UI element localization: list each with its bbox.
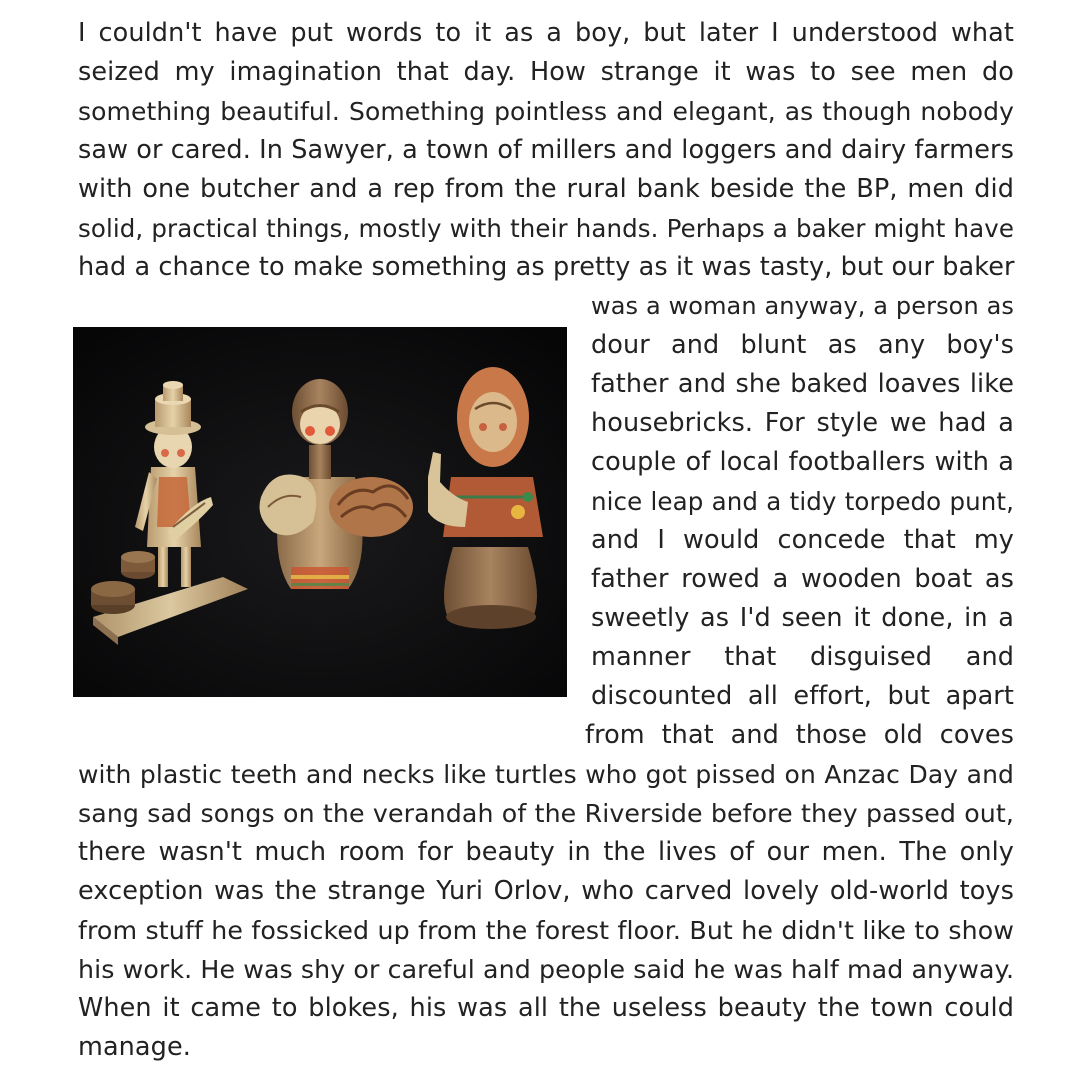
text-line: father rowed a wooden boat as <box>591 564 1014 594</box>
text-line: When it came to blokes, his was all the useless beauty the town could <box>78 993 1014 1023</box>
text-line: nice leap and a tidy torpedo punt, <box>591 487 1014 516</box>
text-line: seized my imagination that day. How strange it was to see men do <box>78 57 1014 87</box>
text-line: couple of local footballers with a <box>591 447 1014 477</box>
text-line: I couldn't have put words to it as a boy, but later I understood what <box>78 18 1014 48</box>
text-line: manner that disguised and <box>591 642 1014 672</box>
text-line: had a chance to make something as pretty as it was tasty, but our baker <box>78 252 1015 282</box>
wooden-toys-illustration <box>73 327 567 697</box>
text-line: discounted all effort, but apart <box>591 681 1014 711</box>
text-line: sweetly as I'd seen it done, in a <box>591 603 1014 633</box>
text-line: something beautiful. Something pointless and elegant, as though nobody <box>78 97 1014 126</box>
text-line: saw or cared. In Sawyer, a town of millers and loggers and dairy farmers <box>78 135 1014 165</box>
text-line: from stuff he fossicked up from the forest floor. But he didn't like to show <box>78 916 1014 945</box>
text-line: sang sad songs on the verandah of the Riverside before they passed out, <box>78 799 1014 828</box>
text-line: his work. He was shy or careful and people said he was half mad anyway. <box>78 955 1015 984</box>
text-line: was a woman anyway, a person as <box>591 292 1014 320</box>
text-line: father and she baked loaves like <box>591 369 1014 399</box>
text-line: with plastic teeth and necks like turtles who got pissed on Anzac Day and <box>78 760 1014 789</box>
text-line: housebricks. For style we had a <box>591 408 1014 438</box>
text-line: solid, practical things, mostly with their hands. Perhaps a baker might have <box>78 214 1014 243</box>
text-line: there wasn't much room for beauty in the lives of our men. The only <box>78 837 1014 867</box>
text-line: manage. <box>78 1032 191 1062</box>
text-line: with one butcher and a rep from the rural bank beside the BP, men did <box>78 174 1014 204</box>
text-line: dour and blunt as any boy's <box>591 330 1014 360</box>
text-line: exception was the strange Yuri Orlov, who carved lovely old-world toys <box>78 876 1014 906</box>
text-line: from that and those old coves <box>585 720 1014 750</box>
wooden-toys-photo <box>73 327 567 697</box>
text-line: and I would concede that my <box>591 525 1014 555</box>
